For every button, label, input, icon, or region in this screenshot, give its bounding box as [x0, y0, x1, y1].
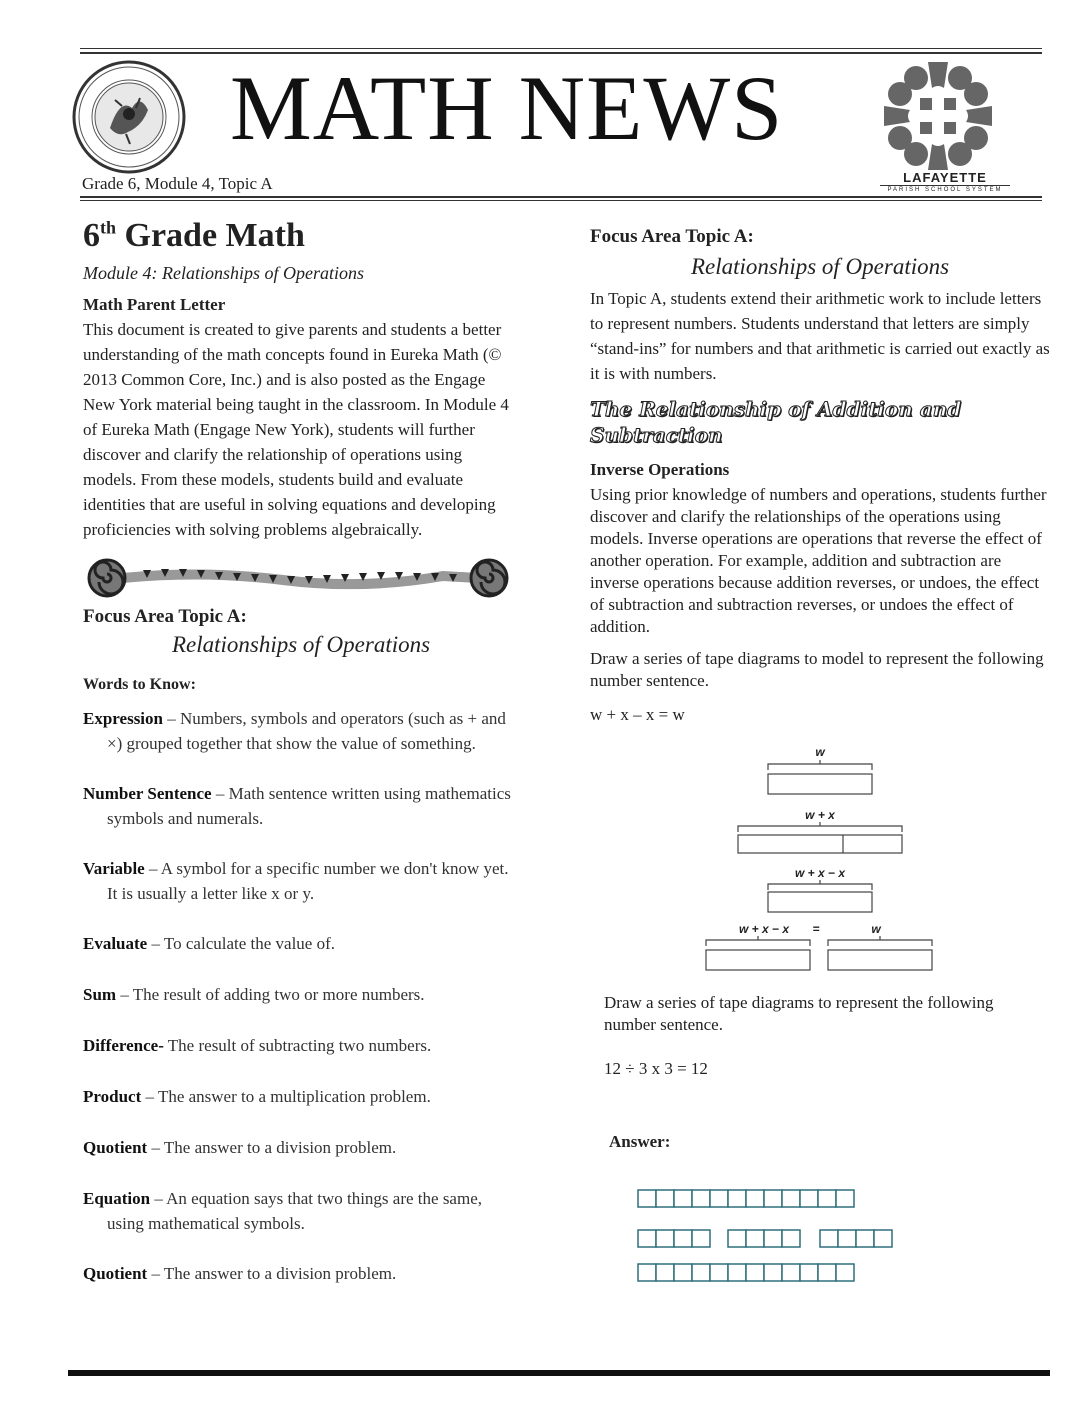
term-word: Evaluate	[83, 933, 148, 953]
tape-unit	[838, 1230, 856, 1247]
inverse-title: Inverse Operations	[590, 460, 730, 479]
tape-unit	[856, 1230, 874, 1247]
term-word: Expression	[83, 708, 163, 728]
focus-area-subtitle-right: Relationships of Operations	[690, 254, 950, 279]
tape-unit	[836, 1190, 854, 1207]
module-title: Module 4: Relationships of Operations	[83, 262, 364, 283]
focus-area-title-right: Focus Area Topic A:	[590, 226, 754, 247]
tape-unit	[874, 1230, 892, 1247]
term-word: Quotient	[83, 1263, 148, 1283]
tape-unit	[820, 1230, 838, 1247]
tape-unit	[764, 1190, 782, 1207]
tape-unit	[638, 1230, 656, 1247]
heading-text: Grade Math	[116, 217, 305, 254]
equation-1: w + x – x = w	[590, 705, 685, 724]
term-word: Number Sentence	[83, 783, 212, 803]
term-text: – An equation says that two things are the same, using mathematical symbols.	[107, 1188, 483, 1233]
tape-diagram-1	[700, 740, 940, 976]
terms-list	[83, 706, 519, 1286]
letter-body: This document is created to give parents and students a better understanding of the math concepts found in Eureka Math (© 2013 Common Core, Inc.) and is also posted as the Engage New York material being taught in the classroom. In Module 4 of Eureka Math (Engage New York), students will further discover and clarify the relationship of operations using models. From these models, students build and evaluate identities that are useful in solving equations and developing proficiencies with solving problems algebraically.	[83, 319, 509, 539]
tape-unit	[746, 1264, 764, 1281]
focus-area-title-left: Focus Area Topic A:	[83, 605, 247, 627]
tape-unit	[728, 1230, 746, 1247]
page-heading	[83, 216, 519, 257]
term-text: – The answer to a division problem.	[147, 1137, 397, 1157]
equation-2: 12 ÷ 3 x 3 = 12	[604, 1059, 708, 1078]
left-column	[83, 216, 519, 1286]
header-subtitle: Grade 6, Module 4, Topic A	[82, 174, 273, 193]
term-definition	[83, 706, 519, 756]
term-word: Variable	[83, 858, 145, 878]
tape-unit	[746, 1190, 764, 1207]
term-definition	[83, 781, 519, 831]
term-text: The result of subtracting two numbers.	[163, 1035, 432, 1055]
tape-unit	[656, 1264, 674, 1281]
header-rule-thin	[80, 200, 1042, 201]
tape-unit	[710, 1190, 728, 1207]
top-rule	[80, 48, 1042, 49]
tape-unit	[818, 1190, 836, 1207]
school-board-seal-icon	[70, 58, 188, 176]
spiral-divider-icon	[83, 556, 513, 600]
tape-unit	[836, 1264, 854, 1281]
focus-area-subtitle-left: Relationships of Operations	[171, 631, 431, 657]
term-definition	[83, 1033, 519, 1058]
term-text: – A symbol for a specific number we don't know yet. It is usually a letter like x or y.	[107, 858, 509, 903]
draw-instruction-1: Draw a series of tape diagrams to model to represent the following number sentence.	[590, 649, 1044, 690]
letter-title: Math Parent Letter	[83, 294, 226, 314]
topic-intro: In Topic A, students extend their arithmetic work to include letters to represent numbers. Students understand that letters are simply “stand-ins” for numbers and that arithmetic is carried out exactly as it is with numbers.	[590, 289, 1050, 383]
term-text: – Math sentence written using mathematics symbols and numerals.	[107, 783, 511, 828]
lafayette-cross-logo-icon	[880, 58, 996, 174]
tape-unit	[764, 1264, 782, 1281]
tape-unit	[674, 1264, 692, 1281]
header-rule	[80, 196, 1042, 198]
tape-unit	[710, 1264, 728, 1281]
term-word: Difference-	[83, 1035, 164, 1055]
tape-unit	[728, 1264, 746, 1281]
term-text: – Numbers, symbols and operators (such as + and ×) grouped together that show the value of something.	[107, 708, 506, 753]
inverse-body: Using prior knowledge of numbers and operations, students further discover and clarify the relationships of the operations using models. Inverse operations are operations that reverse the effect of another operation. For example, addition and subtraction are inverse operations because addition reverses, or undoes, the effect of subtraction and subtraction reverses, or undoes the effect of addition.	[590, 485, 1047, 636]
tape-unit	[764, 1230, 782, 1247]
lafayette-logo-text	[880, 170, 1010, 193]
diagram-label-right: w	[871, 922, 881, 936]
diagram-label-equals: =	[812, 922, 820, 936]
top-rule-thick	[80, 52, 1042, 54]
tape-unit	[800, 1264, 818, 1281]
words-to-know-title: Words to Know:	[83, 675, 196, 693]
term-definition	[83, 856, 519, 906]
tape-unit	[674, 1230, 692, 1247]
tape-unit	[638, 1190, 656, 1207]
section-title: The Relationship of Addition and Subtraction	[590, 397, 962, 447]
tape-unit	[746, 1230, 764, 1247]
logo-subname: PARISH SCHOOL SYSTEM	[880, 185, 1010, 193]
tape-unit	[692, 1190, 710, 1207]
tape-unit	[674, 1190, 692, 1207]
diagram-label-w: w	[815, 745, 825, 759]
tape-unit	[782, 1264, 800, 1281]
term-text: – To calculate the value of.	[147, 933, 336, 953]
tape-unit	[800, 1190, 818, 1207]
answer-label: Answer:	[609, 1132, 671, 1151]
tape-unit	[728, 1190, 746, 1207]
diagram-label-left: w + x − x	[738, 922, 790, 936]
draw-instruction-2: Draw a series of tape diagrams to represent the following number sentence.	[604, 993, 994, 1034]
term-word: Quotient	[83, 1137, 148, 1157]
tape-unit	[638, 1264, 656, 1281]
term-definition	[83, 931, 519, 956]
tape-unit	[818, 1264, 836, 1281]
diagram-label-w-plus-x: w + x	[805, 808, 835, 822]
masthead-title: MATH NEWS	[230, 57, 784, 159]
tape-unit	[692, 1230, 710, 1247]
term-word: Equation	[83, 1188, 151, 1208]
tape-unit	[656, 1230, 674, 1247]
term-text: – The result of adding two or more numbers.	[116, 984, 425, 1004]
logo-name: LAFAYETTE	[903, 170, 987, 185]
heading-number: 6	[83, 217, 100, 254]
heading-superscript: th	[100, 217, 117, 238]
tape-unit	[782, 1230, 800, 1247]
term-word: Product	[83, 1086, 142, 1106]
tape-unit	[782, 1190, 800, 1207]
term-definition	[83, 982, 519, 1007]
answer-tape-diagram	[630, 1184, 900, 1288]
term-definition	[83, 1135, 519, 1160]
tape-unit	[656, 1190, 674, 1207]
term-word: Sum	[83, 984, 117, 1004]
tape-unit	[692, 1264, 710, 1281]
diagram-label-w-plus-x-minus-x: w + x − x	[794, 866, 846, 880]
term-definition	[83, 1261, 519, 1286]
term-text: – The answer to a division problem.	[147, 1263, 397, 1283]
right-column	[590, 226, 1050, 726]
bottom-rule	[68, 1370, 1050, 1376]
term-text: – The answer to a multiplication problem.	[141, 1086, 431, 1106]
term-definition	[83, 1084, 519, 1109]
term-definition	[83, 1186, 519, 1236]
